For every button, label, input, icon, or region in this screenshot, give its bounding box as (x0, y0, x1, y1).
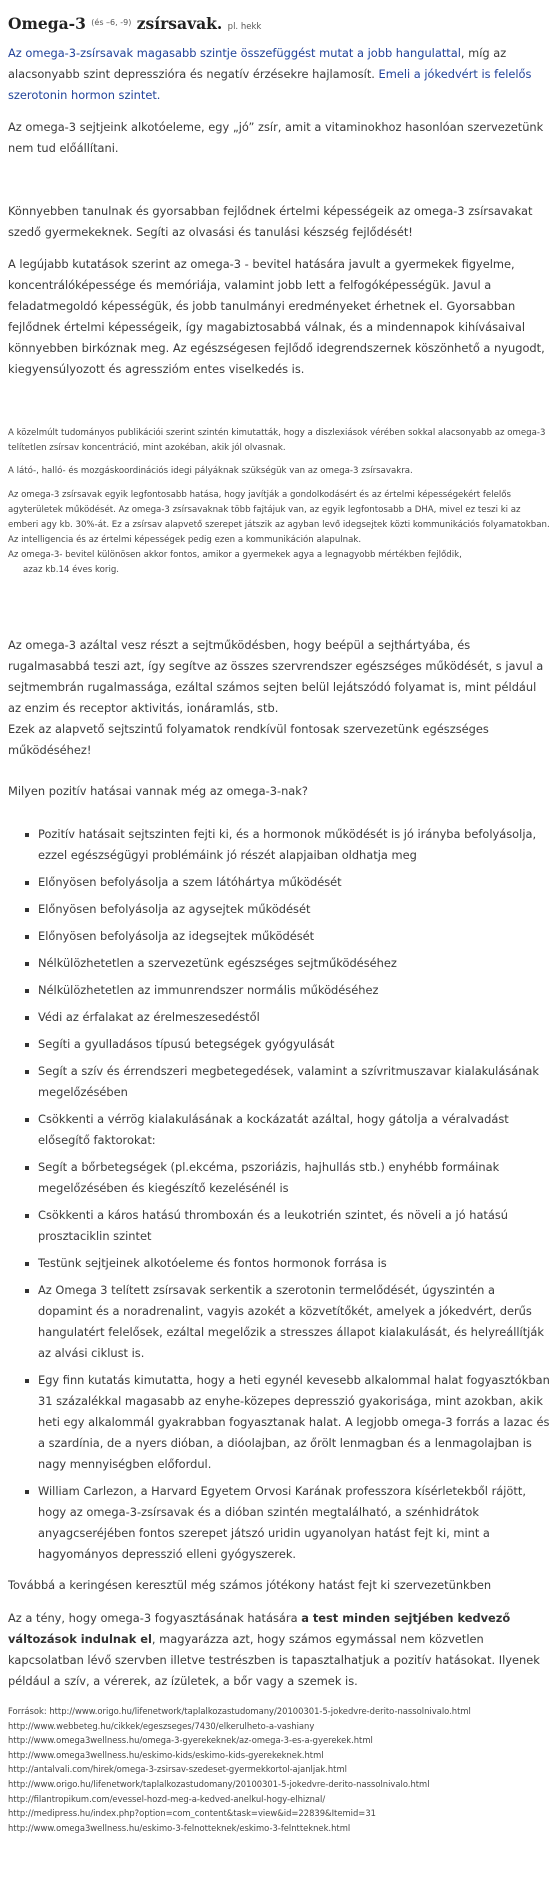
bullet-icon (25, 1166, 29, 1170)
benefit-text: Segíti a gyulladásos típusú betegségek gyógyulását (38, 1037, 335, 1051)
title-sup: (és –6, -9) (91, 18, 132, 27)
benefits-list (8, 824, 552, 1565)
benefit-text: Előnyösen befolyásolja a szem látóhártya működését (38, 875, 342, 889)
benefit-item (38, 1370, 552, 1475)
cell-paragraph-2: Ezek az alapvető sejtszintű folyamatok rendkívül fontosak szervezetünk egészséges működéséhez! (8, 722, 489, 757)
benefit-text: Testünk sejtjeinek alkotóeleme és fontos hormonok forrása is (38, 1256, 387, 1270)
benefit-text: Az Omega 3 telített zsírsavak serkentik a szerotonin termelődését, úgyszintén a dopamint és a noradrenalint, vagyis azokét a közvetítőkét, amelyek a jókedvért, derűs hangulatért felelősek, ezáltal megelőzik a stresszes állapot kialakulását, és helyreállítják az alvási ciklust is. (38, 1283, 544, 1360)
source-link[interactable]: http://www.webbeteg.hu/cikkek/egeszseges/7430/elkerulheto-a-vashiany (8, 1720, 315, 1731)
benefit-text: Segít a bőrbetegségek (pl.ekcéma, pszoriázis, hajhullás stb.) enyhébb formáinak megelőzésében és kiegészítő kezelésénél is (38, 1160, 500, 1195)
note-dyslexia: A közelmúlt tudományos publikációi szerint szintén kimutatták, hogy a diszlexiások vérében sokkal alacsonyabb az omega-3 telítetlen zsírsav koncentráció, mint azokéban, akik jól olvasnak. (8, 428, 546, 453)
intro-paragraph (8, 43, 552, 106)
bullet-icon (25, 1490, 29, 1494)
title-rest: zsírsavak. (136, 14, 223, 33)
bullet-icon (25, 1016, 29, 1020)
source-link[interactable]: http://medipress.hu/index.php?option=com_content&task=view&id=22839&Itemid=31 (8, 1808, 376, 1819)
bullet-icon (25, 1214, 29, 1218)
benefit-item (38, 1007, 552, 1028)
bullet-icon (25, 989, 29, 993)
bullet-icon (25, 935, 29, 939)
mood-link[interactable]: Az omega-3-zsírsavak magasabb szintje összefüggést mutat a jobb hangulattal (8, 46, 461, 60)
sources-list (8, 1704, 552, 1835)
benefit-text: Segít a szív és érrendszeri megbetegedések, valamint a szívritmuszavar kialakulásának megelőzésében (38, 1064, 540, 1099)
benefit-item (38, 1034, 552, 1055)
kids-paragraph-1: Könnyebben tanulnak és gyorsabban fejlődnek értelmi képességeik az omega-3 zsírsavakat szedő gyermekeknek. Segíti az olvasási és tanulási készség fejlődését! (8, 204, 533, 239)
benefit-text: Védi az érfalakat az érelmeszesedéstől (38, 1010, 260, 1024)
title-main: Omega-3 (8, 14, 86, 33)
benefit-text: Pozitív hatásait sejtszinten fejti ki, és a hormonok működését is jó irányba befolyásolja, ezzel egészségügyi problémáink jó részét alapjaiban oldhatja meg (38, 827, 537, 862)
title-tail: pl. hekk (227, 22, 262, 32)
article (8, 0, 552, 1835)
benefit-text: Csökkenti a káros hatású thromboxán és a leukotrién szintet, és növeli a jó hatású prosztaciklin szintet (38, 1208, 509, 1243)
closing-text-bold: a test minden sejtjében kedvező változások indulnak el (8, 1611, 511, 1646)
source-link[interactable]: http://www.origo.hu/lifenetwork/taplalkozastudomany/20100301-5-jokedvre-derito-nassolnivalo.html (8, 1778, 430, 1789)
benefit-item (38, 980, 552, 1001)
serotonin-link[interactable]: Emeli a jókedvért is felelős szerotonin hormon szintet. (8, 67, 532, 102)
closing-text-post: , magyarázza azt, hogy számos egymással nem közvetlen kapcsolatban lévő szervben illetve testrészben is tapasztalhatjuk a pozitív hatásokat. Ilyenek például a szív, a vérerek, az ízületek, a bőr vagy a szemek is. (8, 1632, 540, 1688)
benefit-item (38, 1481, 552, 1565)
benefit-text: Egy finn kutatás kimutatta, hogy a heti egynél kevesebb alkalommal halat fogyasztókban 31 százalékkal magasabb az enyhe-közepes depresszió gyakorisága, mint azokban, akik heti egy alkalommál gyakrabban fogyasztanak halat. A legjobb omega-3 forrás a lazac és a szardínia, de a nyers dióban, a dióolajban, az őrölt lenmagban és a lenmagolajban is nagy mennyiségben előfordul. (38, 1373, 550, 1471)
benefit-item (38, 1280, 552, 1364)
bullet-icon (25, 1289, 29, 1293)
benefits-question: Milyen pozitív hatásai vannak még az omega-3-nak? (8, 784, 308, 798)
bullet-icon (25, 1379, 29, 1383)
benefit-item (38, 872, 552, 893)
benefit-text: Nélkülözhetetlen a szervezetünk egészséges sejtműködéséhez (38, 956, 397, 970)
source-link[interactable]: http://antalvali.com/hirek/omega-3-zsirsav-szedeset-gyermekkortol-ajanljak.html (8, 1764, 347, 1775)
intro-paragraph-2: Az omega-3 sejtjeink alkotóeleme, egy „jó” zsír, amit a vitaminokhoz hasonlóan szervezetünk nem tud előállítani. (8, 120, 544, 155)
benefit-text: Előnyösen befolyásolja az agysejtek működését (38, 902, 311, 916)
bullet-icon (25, 962, 29, 966)
closing-text-pre: Az a tény, hogy omega-3 fogyasztásának hatására (8, 1611, 302, 1625)
benefit-item (38, 953, 552, 974)
bullet-icon (25, 833, 29, 837)
source-link[interactable]: http://www.omega3wellness.hu/omega-3-gyerekeknek/az-omega-3-es-a-gyerekek.html (8, 1735, 373, 1746)
closing-paragraph-1: Továbbá a keringésen keresztül még számos jótékony hatást fejt ki szervezetünkben (8, 1578, 492, 1592)
source-link[interactable]: http://www.omega3wellness.hu/eskimo-kids/eskimo-kids-gyerekeknek.html (8, 1749, 324, 1760)
note-pathways: A látó-, halló- és mozgáskoordinációs idegi pályáknak szükségük van az omega-3 zsírsavakra. (8, 466, 413, 476)
note-age: azaz kb.14 éves korig. (23, 565, 120, 575)
page-title (8, 12, 552, 34)
benefit-item (38, 926, 552, 947)
cell-paragraph-1: Az omega-3 azáltal vesz részt a sejtműködésben, hogy beépül a sejthártyába, és rugalmasabbá teszi azt, így segítve az összes szervrendszer egészséges működését, s javul a sejtmembrán rugalmassága, ezáltal számos sejten belül lejátszódó folyamat is, mint például az enzim és receptor aktivitás, ionáramlás, stb. (8, 638, 544, 715)
note-intake: Az omega-3- bevitel különösen akkor fontos, amikor a gyermekek agya a legnagyobb mértékben fejlődik, (8, 550, 462, 560)
bullet-icon (25, 881, 29, 885)
benefit-text: Csökkenti a vérrög kialakulásának a kockázatát azáltal, hogy gátolja a véralvadást elősegítő faktorokat: (38, 1112, 509, 1147)
benefit-item (38, 899, 552, 920)
benefit-item (38, 1061, 552, 1103)
bullet-icon (25, 1118, 29, 1122)
note-dha: Az omega-3 zsírsavak egyik legfontosabb hatása, hogy javítják a gondolkodásért és az értelmi képességekért felelős agyterületek működését. Az omega-3 zsírsavaknak több fajtájuk van, az egyik legfontosabb a DHA, mivel ez teszi ki az emberi agy kb. 30%-át. Ez a zsírsav alapvető szerepet játszik az agyban levő idegsejtek közti kommunikációs folyamatokban. Az intelligencia és az értelmi képességek pedig ezen a kommunikáción alapulnak. (8, 490, 550, 545)
source-link[interactable]: Források: http://www.origo.hu/lifenetwork/taplalkozastudomany/20100301-5-jokedvre-derito-nassolnivalo.html (8, 1706, 471, 1716)
intro-text: , míg az alacsonyabb szint depresszióra és negatív érzésekre hajlamosít. (8, 46, 507, 81)
benefit-item (38, 824, 552, 866)
bullet-icon (25, 1043, 29, 1047)
benefit-text: Előnyösen befolyásolja az idegsejtek működését (38, 929, 315, 943)
bullet-icon (25, 908, 29, 912)
kids-paragraph-2: A legújabb kutatások szerint az omega-3 - bevitel hatására javult a gyermekek figyelme, koncentrálóképessége és memóriája, valamint jobb lett a felfogóképességük. Javul a feladatmegoldó képességük, és jobb tanulmányi eredményeket érhetnek el. Gyorsabban fejlődnek értelmi képességeik, így magabiztosabbá válnak, és a mindennapok kihívásaival könnyebben birkóznak meg. Az egészségesen fejlődő idegrendszernek köszönhető a nyugodt, kiegyensúlyozott és agresszióm entes viselkedés is. (8, 257, 545, 376)
bullet-icon (25, 1070, 29, 1074)
benefit-item (38, 1253, 552, 1274)
benefit-text: Nélkülözhetetlen az immunrendszer normális működéséhez (38, 983, 379, 997)
benefit-item (38, 1109, 552, 1151)
benefit-text: William Carlezon, a Harvard Egyetem Orvosi Karának professzora kísérletekből rájött, hogy az omega-3-zsírsavak és a dióban szintén megtalálható, a szénhidrátok anyagcseréjében fontos szerepet játszó uridin ugyanolyan hatást fejt ki, mint a hagyományos depresszió elleni gyógyszerek. (38, 1484, 526, 1561)
source-link[interactable]: http://filantropikum.com/evessel-hozd-meg-a-kedved-anelkul-hogy-elhiznal/ (8, 1793, 326, 1804)
source-link[interactable]: http://www.omega3wellness.hu/eskimo-3-felnotteknek/eskimo-3-felntteknek.html (8, 1822, 351, 1833)
benefit-item (38, 1157, 552, 1199)
closing-paragraph-2 (8, 1608, 552, 1692)
benefit-item (38, 1205, 552, 1247)
bullet-icon (25, 1262, 29, 1266)
